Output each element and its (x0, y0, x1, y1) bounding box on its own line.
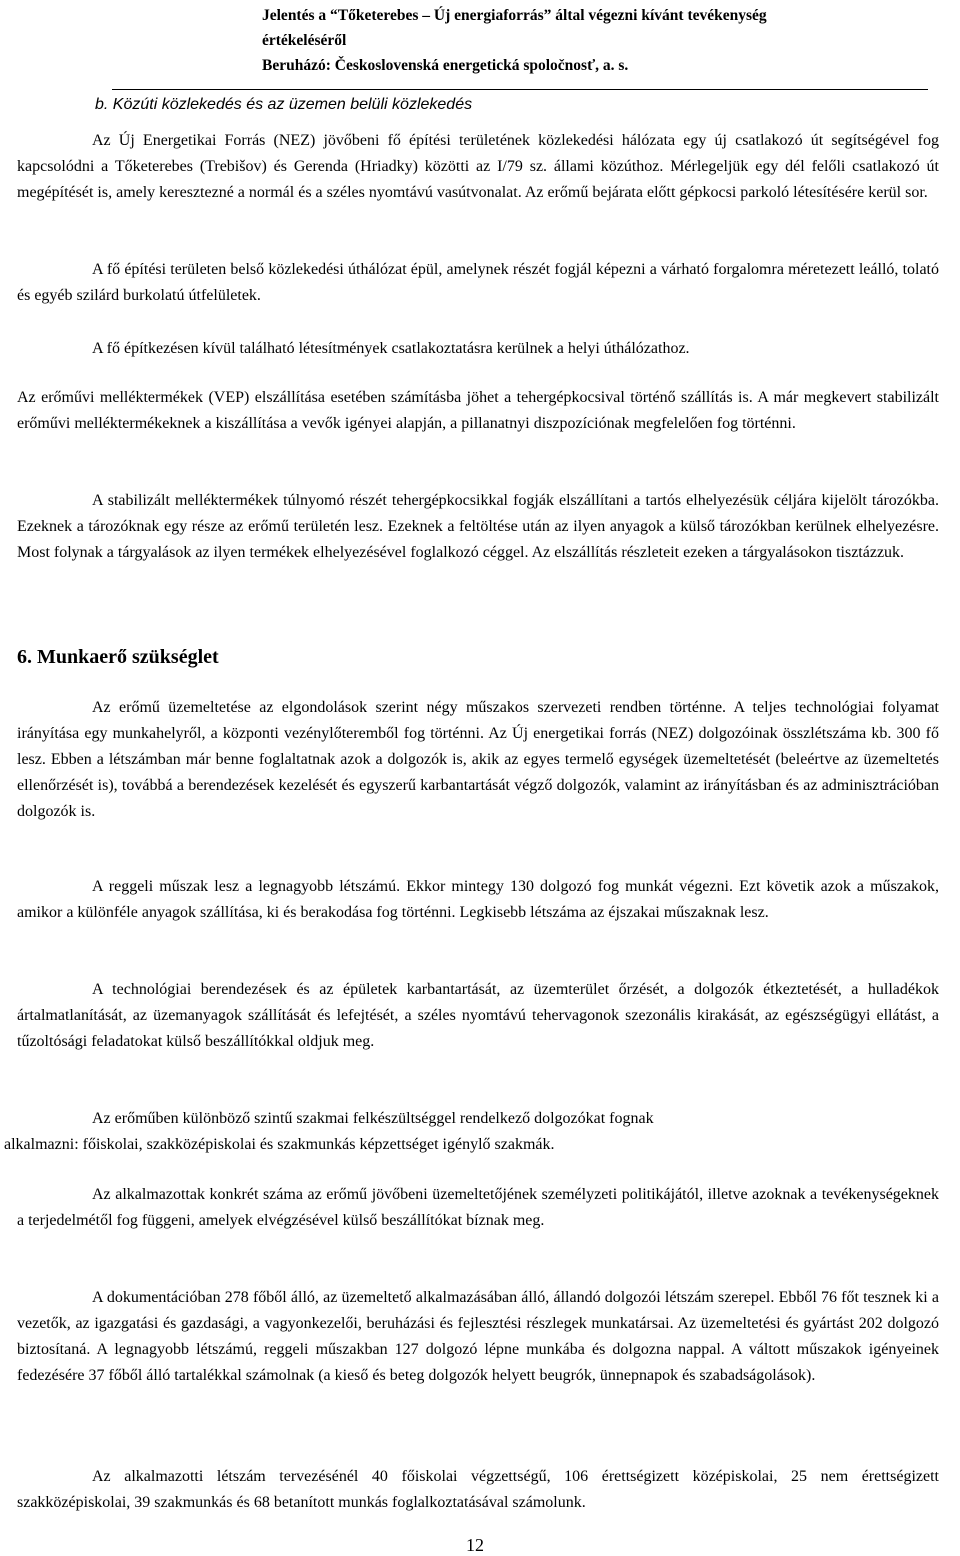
paragraph-morning-shift (17, 874, 939, 926)
paragraph-text: A reggeli műszak lesz a legnagyobb létszámú. Ekkor mintegy 130 dolgozó fog munkát végezni. Ezt követik azok a műszakok, amikor a különféle anyagok szállítása, ki és berakodása fog történni. Legkisebb létszáma az éjszakai műszaknak lesz. (17, 878, 939, 921)
paragraph-internal-roads (17, 257, 939, 309)
paragraph-text: A fő építési területen belső közlekedési úthálózat épül, amelynek részét fogjál képezni a várható forgalomra méretezett leálló, tolató és egyéb szilárd burkolatú útfelületek. (17, 261, 939, 304)
paragraph-text: Az erőmű üzemeltetése az elgondolások szerint négy műszakos szervezeti rendben történne. A teljes technológiai folyamat irányítása egy munkahelyről, a központi vezénylőteremből fog történni. Az Új energetikai forrás (NEZ) dolgozóinak összlétszáma kb. 300 fő lesz. Ebben a létszámban már benne foglaltatnak azok a dolgozók is, akik az egyes termelő egységek üzemeltetését (beleértve az üzemeltetés ellenőrzését is), továbbá a berendezések kezelését és egyszerű karbantartását végző dolgozók, valamint az irányításban és az adminisztrációban dolgozók is. (17, 699, 939, 820)
header-title-line: Jelentés a “Tőketerebes – Új energiaforrás” által végezni kívánt tevékenység (262, 7, 767, 24)
paragraph-text: Az erőművi melléktermékek (VEP) elszállítása esetében számításba jöhet a tehergépkocsival történő szállítás is. A már megkevert stabilizált erőművi melléktermékeknek a kiszállítása a vevők igényei alapján, a pillanatnyi diszpozíciónak megfelelően fog történni. (17, 389, 939, 432)
paragraph-text: A stabilizált melléktermékek túlnyomó részét tehergépkocsikkal fogják elszállítani a tartós elhelyezésük céljára kijelölt tározókba. Ezeknek a tározóknak egy része az erőmű területén lesz. Ezeknek a feltöltése után az ilyen anyagok a külső tározókban kerülnek elhelyezésre. Most folynak a tárgyalások az ilyen termékek elhelyezésével foglalkozó céggel. Az elszállítás részleteit ezeken a tárgyalásokon tisztázzuk. (17, 492, 939, 561)
page-number: 12 (466, 1535, 484, 1555)
paragraph-text: A fő építkezésen kívül található létesítmények csatlakoztatásra kerülnek a helyi úthálózathoz. (92, 340, 690, 357)
paragraph-text: Az erőműben különböző szintű szakmai felkészültséggel rendelkező dolgozókat fognak (92, 1110, 654, 1127)
paragraph-text: A technológiai berendezések és az épületek karbantartását, az üzemterület őrzését, a dolgozók étkeztetését, a hulladékok ártalmatlanítását, az üzemanyagok szállítását és lefejtését, a széles nyomtávú tehervagonok szezonális kirakását, az egészségügyi ellátást, a tűzoltósági feladatokat külső beszállítókkal oldjuk meg. (17, 981, 939, 1050)
paragraph-text: A dokumentációban 278 főből álló, az üzemeltető alkalmazásában álló, állandó dolgozói létszám szerepel. Ebből 76 főt tesznek ki a vezetők, az igazgatási és gazdasági, a vagyonkezelői, beruházási és fejlesztési részlegek munkatársai. Az üzemeltetési és gyártást 202 dolgozó biztosítaná. A legnagyobb létszámú, reggeli műszakban 127 dolgozó lépne munkába és dolgozna nappal. A váltott műszakok igényeinek fedezésére 37 főből álló tartalékkal számolnak (a kieső és beteg dolgozók helyett beugrók, ünnepnapok és szabadságolások). (17, 1289, 939, 1384)
paragraph-road-connection (17, 128, 939, 206)
header-investor: Beruházó: Československá energetická spoločnosť, a. s. (262, 57, 629, 74)
paragraph-text: Az Új Energetikai Forrás (NEZ) jövőbeni fő építési területének közlekedési hálózata egy új csatlakozó út segítségével fog kapcsolódni a Tőketerebes (Trebišov) és Gerenda (Hriadky) közötti az I/79 sz. állami közúthoz. Mérlegeljük egy dél felőli csatlakozó út megépítését is, amely keresztezné a normál és a széles nyomtávú vasútvonalat. Az erőmű bejárata előtt gépkocsi parkoló létesítésére kerül sor. (17, 132, 939, 201)
section-heading-workforce: 6. Munkaerő szükséglet (17, 646, 219, 668)
paragraph-qualifications-line2 (4, 1132, 926, 1158)
paragraph-text: Az alkalmazottak konkrét száma az erőmű jövőbeni üzemeltetőjének személyzeti politikájától, illetve azoknak a tevékenységeknek a terjedelmétől fog függeni, amelyek elvégzésével külső beszállítókat bíznak meg. (17, 1186, 939, 1229)
paragraph-external-suppliers (17, 977, 939, 1055)
section-title: b. Közúti közlekedés és az üzemen belüli közlekedés (95, 96, 473, 113)
header-title-line-2: értékeléséről (262, 32, 347, 49)
paragraph-documentation-staff (17, 1285, 939, 1389)
paragraph-byproducts (17, 385, 939, 437)
document-header (262, 3, 952, 78)
paragraph-text: Az alkalmazotti létszám tervezésénél 40 főiskolai végzettségű, 106 érettségizett középiskolai, 25 nem érettségizett szakközépiskolai, 39 szakmunkás és 68 betanított munkás foglalkoztatásával számolunk. (17, 1468, 939, 1511)
header-divider (112, 89, 928, 90)
paragraph-stabilized-byproducts (17, 488, 939, 566)
paragraph-external-facilities (17, 336, 939, 362)
paragraph-qualifications-line1 (17, 1106, 939, 1132)
paragraph-text: alkalmazni: főiskolai, szakközépiskolai és szakmunkás képzettséget igénylő szakmák. (4, 1136, 555, 1153)
paragraph-operation-shifts (17, 695, 939, 825)
paragraph-staff-planning (17, 1464, 939, 1516)
paragraph-staff-policy (17, 1182, 939, 1234)
